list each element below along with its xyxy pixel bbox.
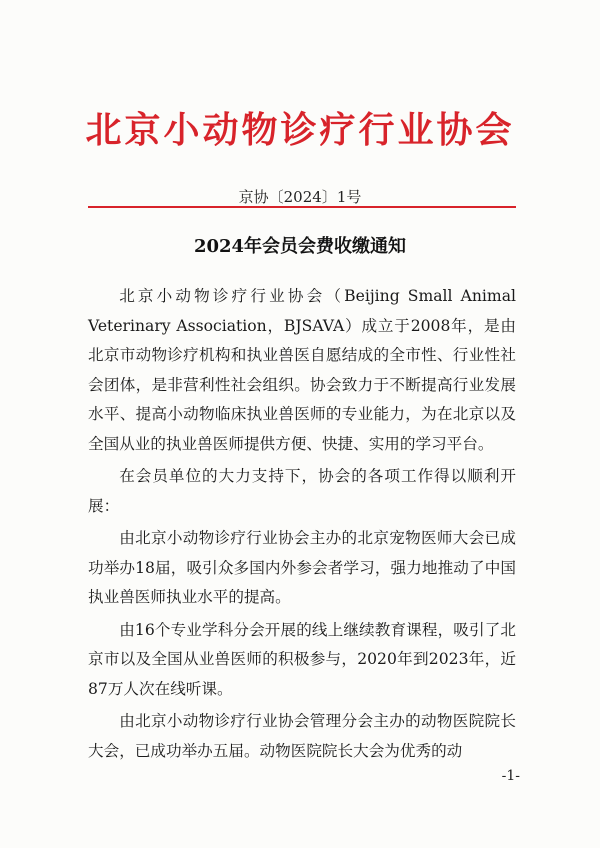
body-paragraph: 由16个专业学科分会开展的线上继续教育课程，吸引了北京市以及全国从业兽医师的积极参与，2020年到2023年，近87万人次在线听课。 xyxy=(88,620,516,698)
body-paragraph: 在会员单位的大力支持下，协会的各项工作得以顺利开展： xyxy=(88,467,516,515)
notice-title: 2024年会员会费收缴通知 xyxy=(193,236,407,257)
organization-title: 北京小动物诊疗行业协会 xyxy=(85,109,515,151)
notice-body xyxy=(88,282,516,769)
red-divider-line xyxy=(88,206,516,208)
page-number: -1- xyxy=(501,768,520,784)
body-paragraph: 由北京小动物诊疗行业协会管理分会主办的动物医院院长大会，已成功举办五届。动物医院院长大会为优秀的动 xyxy=(88,712,516,760)
document-number: 京协〔2024〕1号 xyxy=(238,188,362,206)
body-paragraph: 北京小动物诊疗行业协会（Beijing Small Animal Veterinary Association，BJSAVA）成立于2008年，是由北京市动物诊疗机构和执业兽医自愿结成的全市性、行业性社会团体，是非营利性社会组织。协会致力于不断提高行业发展水平、提高小动物临床执业兽医师的专业能力，为在北京以及全国从业的执业兽医师提供方便、快捷、实用的学习平台。 xyxy=(88,287,516,453)
body-paragraph: 由北京小动物诊疗行业协会主办的北京宠物医师大会已成功举办18届，吸引众多国内外参会者学习，强力地推动了中国执业兽医师执业水平的提高。 xyxy=(88,529,516,606)
